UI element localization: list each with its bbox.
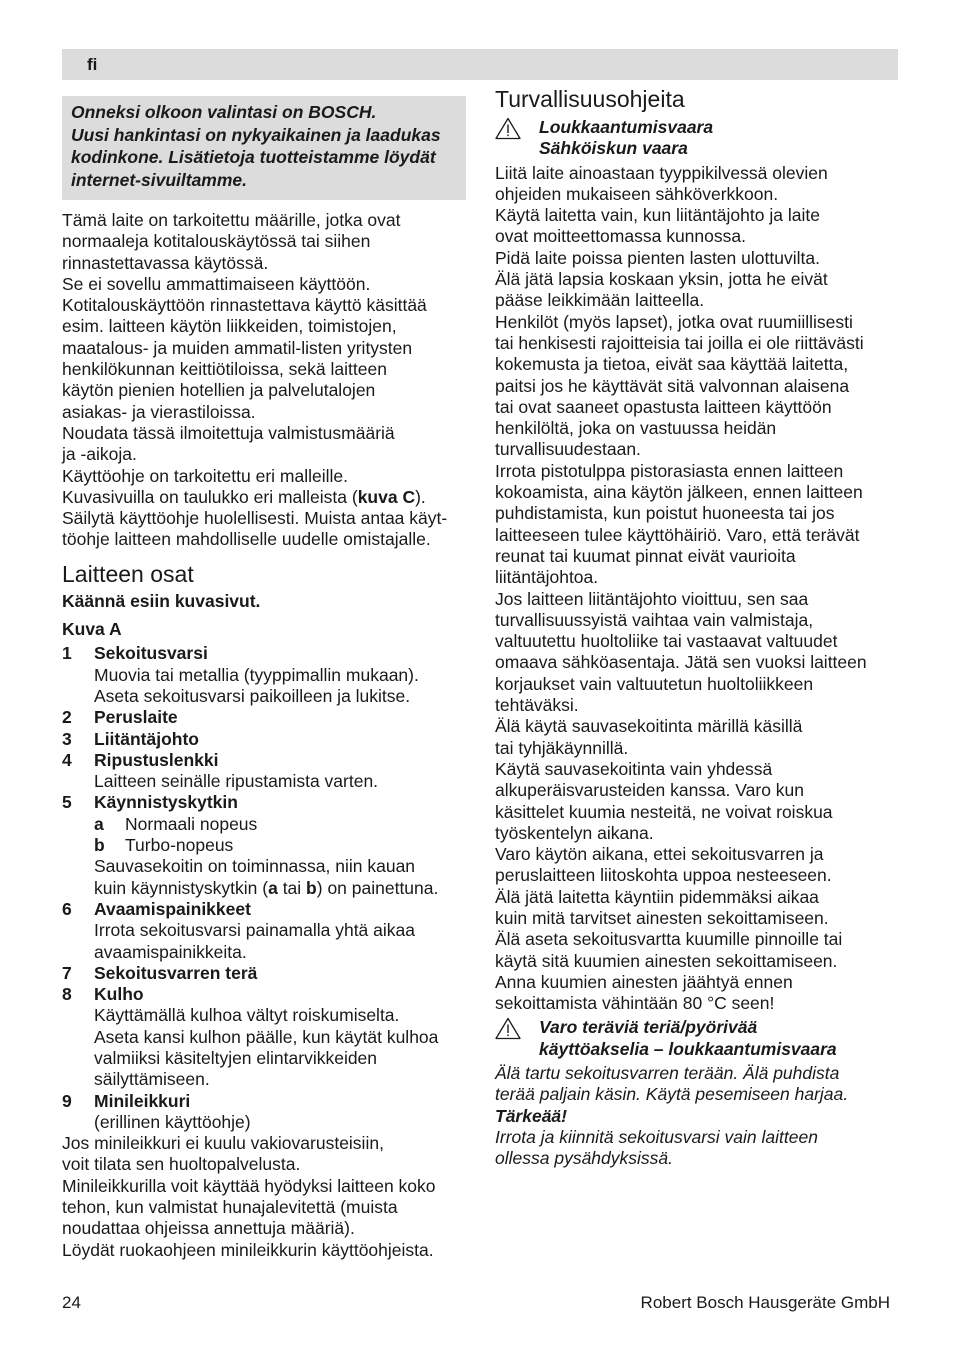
text-span: ) on painettuna. bbox=[316, 877, 439, 898]
body-line: Älä jätä lapsia koskaan yksin, jotta he eivät bbox=[495, 269, 828, 290]
body-line: kokemusta ja tietoa, eivät saa käyttää laitetta, bbox=[495, 354, 849, 375]
body-line: tai henkisesti rajoitteisia tai joilla ei ole riittävästi bbox=[495, 332, 864, 353]
bold-letter: a bbox=[268, 877, 278, 898]
part-item bbox=[62, 643, 466, 664]
body-line: tehon, kun valmistat hunajalevitettä (muista bbox=[62, 1197, 398, 1218]
option-letter: a bbox=[94, 813, 104, 834]
body-line: tehtäväksi. bbox=[495, 695, 579, 716]
part-item bbox=[62, 899, 466, 920]
part-title: Liitäntäjohto bbox=[94, 728, 199, 749]
intended-use-text bbox=[62, 210, 466, 551]
body-line: Varo käytön aikana, ettei sekoitusvarren ja bbox=[495, 844, 824, 865]
warning-line: Loukkaantumisvaara bbox=[539, 117, 714, 137]
part-number: 6 bbox=[62, 898, 72, 919]
body-line: reunat tai kuumat pinnat eivät vaurioita bbox=[495, 545, 796, 566]
body-line: liitäntäjohtoa. bbox=[495, 567, 599, 588]
part-number: 3 bbox=[62, 728, 72, 749]
warning-text bbox=[539, 117, 713, 160]
body-line: rinnastettavassa käytössä. bbox=[62, 252, 269, 273]
body-line: Löydät ruokaohjeen minileikkurin käyttöohjeista. bbox=[62, 1239, 434, 1260]
minicutter-text bbox=[62, 1133, 466, 1261]
body-line: omaava sähköasentaja. Jätä sen vuoksi laitteen bbox=[495, 652, 867, 673]
body-line: voit tilata sen huoltopalvelusta. bbox=[62, 1154, 301, 1175]
option-letter: b bbox=[94, 835, 105, 856]
body-line: Se ei sovellu ammattimaiseen käyttöön. bbox=[62, 273, 371, 294]
part-desc: Aseta sekoitusvarsi paikoilleen ja lukitse. bbox=[94, 685, 411, 706]
bold-letter: b bbox=[306, 877, 317, 898]
intro-line: Onneksi olkoon valintasi on BOSCH. bbox=[71, 102, 377, 122]
body-line: Jos laitteen liitäntäjohto vioittuu, sen saa bbox=[495, 588, 809, 609]
part-desc: Aseta kansi kulhon päälle, kun käytät kulhoa bbox=[94, 1026, 439, 1047]
right-column bbox=[495, 84, 899, 1170]
body-line: Käytä sauvasekoitinta vain yhdessä bbox=[495, 758, 773, 779]
body-line: Älä käytä sauvasekoitinta märillä käsillä bbox=[495, 716, 803, 737]
body-line: maatalous- ja muiden ammatil-listen yritysten bbox=[62, 337, 413, 358]
part-desc bbox=[62, 878, 466, 899]
part-number: 4 bbox=[62, 749, 72, 770]
body-line: Noudata tässä ilmoitettuja valmistusmääriä bbox=[62, 422, 395, 443]
intro-line: kodinkone. Lisätietoja tuotteistamme löydät bbox=[71, 147, 436, 167]
body-line: puhdistamista, kun poistut huoneesta tai jos bbox=[495, 503, 835, 524]
part-item bbox=[62, 963, 466, 984]
warning-line: Sähköiskun vaara bbox=[539, 138, 688, 159]
body-line: asiakas- ja vierastiloissa. bbox=[62, 401, 256, 422]
part-title: Minileikkuri bbox=[94, 1090, 191, 1111]
warning-triangle-icon bbox=[495, 117, 539, 160]
part-item bbox=[62, 750, 466, 771]
body-line: käytön pienien hotellien ja palvelutalojen bbox=[62, 380, 376, 401]
warning-triangle-icon bbox=[495, 1017, 539, 1060]
part-item bbox=[62, 729, 466, 750]
intro-line: internet-sivuiltamme. bbox=[71, 169, 248, 190]
text-span: kuin käynnistyskytkin ( bbox=[94, 877, 269, 898]
body-line: Älä jätä laitetta käyntiin pidemmäksi aikaa bbox=[495, 886, 819, 907]
part-item bbox=[62, 984, 466, 1005]
parts-list bbox=[62, 643, 466, 1133]
body-line: turvallisuussyistä vaihtaa vain valmistaja, bbox=[495, 609, 814, 630]
part-title: Ripustuslenkki bbox=[94, 749, 219, 770]
body-line: Säilytä käyttöohje huolellisesti. Muista antaa käyt- bbox=[62, 508, 448, 529]
figure-ref-bold: kuva C bbox=[357, 486, 416, 507]
switch-option bbox=[62, 835, 466, 856]
body-line: paitsi jos he käyttävät sitä valvonnan alaisena bbox=[495, 375, 850, 396]
text-span: tai bbox=[277, 877, 307, 898]
part-item bbox=[62, 707, 466, 728]
intro-box bbox=[62, 96, 466, 200]
body-line: työskentelyn aikana. bbox=[495, 822, 654, 843]
body-line: Anna kuumien ainesten jäähtyä ennen bbox=[495, 971, 793, 992]
part-desc: avaamispainikkeita. bbox=[94, 941, 247, 962]
important-label: Tärkeää! bbox=[495, 1105, 567, 1126]
part-desc: (erillinen käyttöohje) bbox=[94, 1111, 251, 1132]
part-number: 2 bbox=[62, 707, 72, 728]
body-line: Henkilöt (myös lapset), jotka ovat ruumiillisesti bbox=[495, 311, 853, 332]
body-line: tai ovat saaneet opastusta laitteen käyttöön bbox=[495, 396, 832, 417]
part-desc: Laitteen seinälle ripustamista varten. bbox=[94, 771, 379, 792]
safety-heading: Turvallisuusohjeita bbox=[495, 86, 685, 112]
body-line: kuin mitä tarvitset ainesten sekoittamiseen. bbox=[495, 907, 829, 928]
part-desc: Muovia tai metallia (tyyppimallin mukaan). bbox=[94, 664, 419, 685]
warning-line: Varo teräviä teriä/pyörivää bbox=[539, 1017, 758, 1038]
italic-line: terää paljain käsin. Käytä pesemiseen harjaa. bbox=[495, 1084, 849, 1105]
language-tab bbox=[62, 49, 898, 80]
part-desc: Sauvasekoitin on toiminnassa, niin kauan bbox=[94, 856, 416, 877]
part-number: 1 bbox=[62, 643, 72, 664]
body-line: Käytä laitetta vain, kun liitäntäjohto ja laite bbox=[495, 205, 820, 226]
body-line: Kotitalouskäyttöön rinnastettava käyttö käsittää bbox=[62, 295, 427, 316]
part-number: 5 bbox=[62, 792, 72, 813]
italic-line: Älä tartu sekoitusvarren terään. Älä puhdista bbox=[495, 1063, 840, 1084]
body-line: Minileikkurilla voit käyttää hyödyksi laitteen koko bbox=[62, 1175, 436, 1196]
body-line: esim. laitteen käytön liikkeiden, toimistojen, bbox=[62, 316, 397, 337]
body-line: käytä sitä kuumien ainesten sekoittamiseen. bbox=[495, 950, 838, 971]
part-item bbox=[62, 792, 466, 813]
part-item bbox=[62, 1091, 466, 1112]
parts-heading: Laitteen osat bbox=[62, 560, 194, 587]
page-number: 24 bbox=[62, 1293, 81, 1312]
part-desc: valmiiksi käsiteltyjen elintarvikkeiden bbox=[94, 1047, 378, 1068]
body-line: henkilöltä, joka on vastuussa heidän bbox=[495, 418, 777, 439]
body-line: Pidä laite poissa pienten lasten ulottuvilta. bbox=[495, 247, 820, 268]
part-title: Avaamispainikkeet bbox=[94, 898, 251, 919]
body-line: kokoamista, aina käytön jälkeen, ennen laitteen bbox=[495, 482, 863, 503]
body-line: tai tyhjäkäynnillä. bbox=[495, 737, 629, 758]
warning-line: käyttöakselia – loukkaantumisvaara bbox=[539, 1038, 837, 1059]
body-line: töohje laitteen mahdolliselle uudelle omistajalle. bbox=[62, 529, 431, 550]
warning-block bbox=[495, 117, 899, 160]
warning-text bbox=[539, 1017, 837, 1060]
body-line: turvallisuudestaan. bbox=[495, 439, 641, 460]
part-number: 7 bbox=[62, 962, 72, 983]
body-line: pääse leikkimään laitteella. bbox=[495, 290, 705, 311]
body-line: laitteeseen tulee käyttöhäiriö. Varo, että terävät bbox=[495, 524, 860, 545]
body-line: ovat moitteettomassa kunnossa. bbox=[495, 226, 746, 247]
figure-label: Kuva A bbox=[62, 619, 122, 640]
body-line: sekoittamista vähintään 80 °C seen! bbox=[495, 993, 775, 1014]
safety-body bbox=[495, 163, 899, 1015]
turn-pages-note: Käännä esiin kuvasivut. bbox=[62, 590, 261, 611]
part-number: 8 bbox=[62, 984, 72, 1005]
italic-line: ollessa pysähdyksissä. bbox=[495, 1148, 673, 1169]
part-title: Käynnistyskytkin bbox=[94, 792, 238, 813]
intro-line: Uusi hankintasi on nykyaikainen ja laadukas bbox=[71, 124, 441, 145]
figure-reference-line bbox=[62, 487, 466, 508]
body-line: Tämä laite on tarkoitettu määrille, jotka ovat bbox=[62, 210, 401, 230]
body-line: Älä aseta sekoitusvartta kuumille pinnoille tai bbox=[495, 929, 843, 950]
warning-block bbox=[495, 1017, 899, 1060]
option-text: Normaali nopeus bbox=[125, 813, 258, 834]
body-line: Liitä laite ainoastaan tyyppikilvessä olevien bbox=[495, 162, 828, 183]
part-title: Peruslaite bbox=[94, 707, 178, 728]
body-line: noudattaa ohjeissa annettuja määriä). bbox=[62, 1218, 355, 1239]
part-desc: säilyttämiseen. bbox=[94, 1069, 210, 1090]
company-name: Robert Bosch Hausgeräte GmbH bbox=[640, 1293, 890, 1312]
body-line: Jos minileikkuri ei kuulu vakiovarusteisiin, bbox=[62, 1133, 384, 1154]
part-title: Sekoitusvarren terä bbox=[94, 962, 258, 983]
body-line: peruslaitteen liitoskohta uppoa nesteeseen. bbox=[495, 865, 832, 886]
italic-line: Irrota ja kiinnitä sekoitusvarsi vain laitteen bbox=[495, 1126, 818, 1147]
part-title: Sekoitusvarsi bbox=[94, 643, 208, 664]
body-line: Irrota pistotulppa pistorasiasta ennen laitteen bbox=[495, 460, 844, 481]
part-desc: Käyttämällä kulhoa vältyt roiskumiselta. bbox=[94, 1005, 400, 1026]
part-number: 9 bbox=[62, 1090, 72, 1111]
body-line: normaaleja kotitalouskäytössä tai siihen bbox=[62, 231, 371, 252]
body-line: ja -aikoja. bbox=[62, 444, 137, 465]
body-line: ohjeiden mukaiseen sähköverkkoon. bbox=[495, 183, 779, 204]
body-line: henkilökunnan keittiötiloissa, sekä laitteen bbox=[62, 359, 387, 380]
body-line: valtuutettu huoltoliike tai vastaavat valtuudet bbox=[495, 631, 838, 652]
left-column bbox=[62, 96, 466, 1261]
option-text: Turbo-nopeus bbox=[125, 835, 234, 856]
part-desc: Irrota sekoitusvarsi painamalla yhtä aikaa bbox=[94, 920, 415, 941]
body-line: käsittelet kuumia nesteitä, ne voivat roiskua bbox=[495, 801, 833, 822]
body-line: Käyttöohje on tarkoitettu eri malleille. bbox=[62, 465, 348, 486]
language-code: fi bbox=[87, 55, 98, 74]
body-line: korjaukset vain valtuutetun huoltoliikkeen bbox=[495, 673, 814, 694]
switch-option bbox=[62, 814, 466, 835]
text-span: ). bbox=[415, 486, 426, 507]
body-line: alkuperäisvarusteiden kanssa. Varo kun bbox=[495, 780, 805, 801]
text-span: Kuvasivuilla on taulukko eri malleista ( bbox=[62, 486, 358, 507]
part-title: Kulho bbox=[94, 984, 144, 1005]
